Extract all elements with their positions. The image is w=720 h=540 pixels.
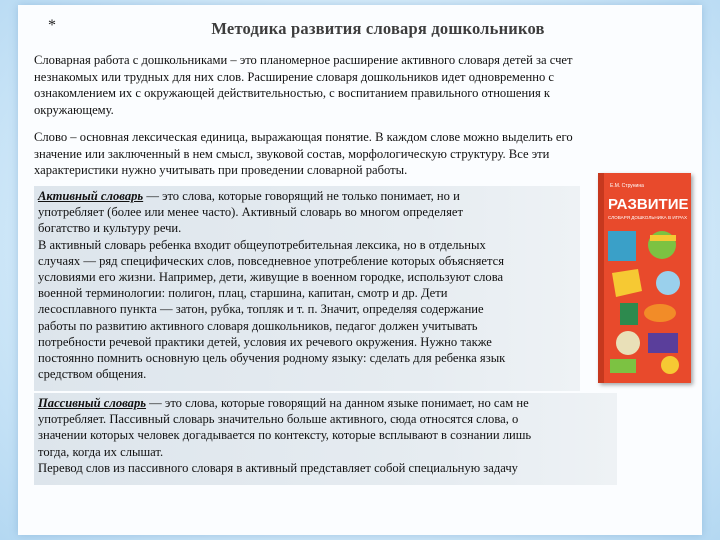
active-vocabulary-block [34,186,580,391]
passive-line: тогда, когда их слышат. [38,444,164,459]
active-line: богатство и культуру речи. [38,221,182,236]
slide [18,5,702,535]
book-subtitle: СЛОВАРЯ ДОШКОЛЬНИКА В ИГРАХ [608,215,688,220]
paragraph-intro: Словарная работа с дошкольниками – это планомерное расширение активного словаря детей за счет незнакомых или трудных для них слов. Расширение словаря дошкольников идет одновременно с ознакомлением их с окружающей действительностью, с воспитанием правильного отношения к окружающему. [34,53,573,117]
active-line: В активный словарь ребенка входит общеупотребительная лексика, но в отдельных [38,237,486,252]
paragraph-word: Слово – основная лексическая единица, выражающая понятие. В каждом слове можно выделить его значение или заключенный в нем смысл, звуковой состав, морфологическую структуру. Все эти характеристики нужно учитывать при проведении словарной работы. [34,130,573,178]
active-line: лесосплавного пункта — затон, рубка, топляк и т. п. Значит, определяя содержание [38,302,484,317]
book-title: РАЗВИТИЕ [608,196,689,213]
active-line: средством общения. [38,367,147,382]
active-line: потребности речевой практики детей, условия их речевого окружения. Нужно также [38,334,492,349]
active-line: работы по развитию активного словаря дошкольников, педагог должен учитывать [38,318,478,333]
passive-line-0: Пассивный словарь — это слова, которые говорящий на данном языке понимает, но сам не [38,396,529,410]
active-line-0: Активный словарь — это слова, которые говорящий не только понимает, но и [38,189,460,203]
active-line: постоянно помнить основную цель обучения родному языку: сделать для ребенка язык [38,351,506,366]
book-author: Е.М. Струнина [610,183,644,189]
book-cover-image [598,173,691,383]
active-line: употребляет (более или менее часто). Активный словарь во многом определяет [38,205,463,220]
active-line: случаях — ряд специфических слов, повседневное употребление которых объясняется [38,253,505,268]
bullet-star: * [48,17,56,34]
passive-vocabulary-block [34,393,617,485]
active-line: военной терминологии: полигон, плац, старшина, капитан, смотр и др. Дети [38,286,448,301]
passive-term: Пассивный словарь [38,396,147,410]
passive-line: значении которых человек догадывается по контексту, которые всплывают в сознании лишь [38,428,532,443]
active-term: Активный словарь [38,189,144,203]
slide-title: Методика развития словаря дошкольников [211,19,545,38]
active-line: условиями его жизни. Например, дети, живущие в военном городке, используют слова [38,270,504,285]
passive-line: Перевод слов из пассивного словаря в активный представляет собой специальную задачу [38,460,518,475]
passive-line: употребляет. Пассивный словарь значительно больше активного, сюда относятся слова, о [38,412,519,427]
book-cover-illustration [598,173,691,383]
